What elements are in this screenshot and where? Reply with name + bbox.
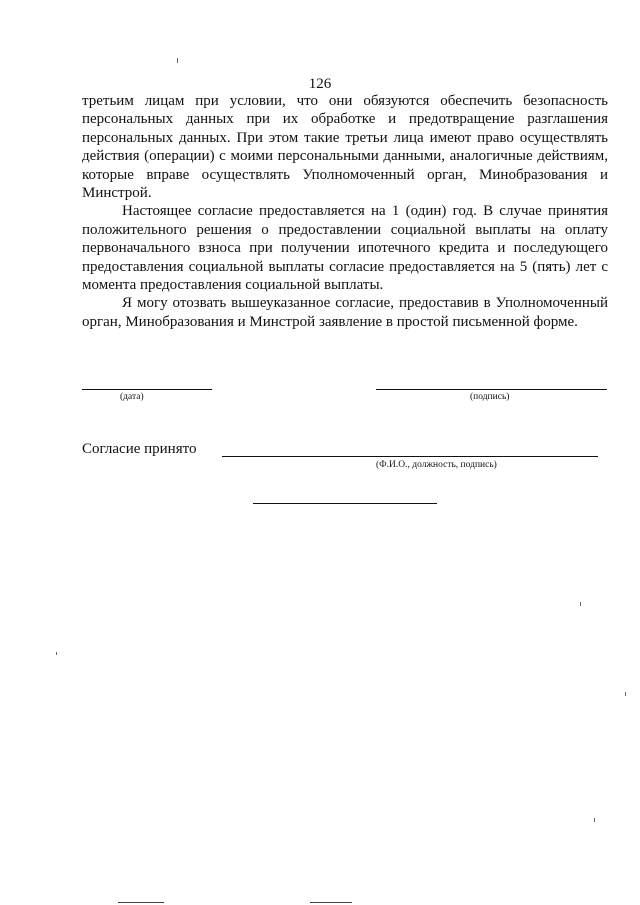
paragraph-consent-term: Настоящее согласие предоставляется на 1 (один) год. В случае принятия положительного решения о предоставлении социальной выплаты на оплату первоначального взноса при получении ипотечного кредита и последующего предоставления социальной выплаты согласие предоставляется на 5 (пять) лет с момента предоставления социальной выплаты.: [82, 203, 608, 294]
signature-caption: (подпись): [470, 392, 510, 402]
scan-edge-mark-right: [310, 902, 352, 903]
scan-speck: [580, 602, 581, 606]
scan-edge-mark-left: [118, 902, 164, 903]
scan-speck: [56, 652, 57, 655]
scan-speck: [177, 58, 178, 63]
fio-signature-line: [222, 456, 598, 457]
scan-speck: [594, 818, 595, 822]
scan-speck: [625, 692, 626, 696]
fio-caption: (Ф.И.О., должность, подпись): [376, 460, 497, 470]
paragraph-revocation: Я могу отозвать вышеуказанное согласие, предоставив в Уполномоченный орган, Минобразования и Минстрой заявление в простой письменной форме.: [82, 295, 608, 330]
closing-separator-line: [253, 503, 437, 504]
page-number: 126: [308, 76, 332, 92]
paragraph-third-parties: третьим лицам при условии, что они обязуются обеспечить безопасность персональных данных при их обработке и предотвращение разглашения персональных данных. При этом такие третьи лица имеют право осуществлять действия (операции) с моими персональными данными, аналогичные действиям, которые вправе осуществлять Уполномоченный орган, Минобразования и Минстрой.: [82, 93, 608, 202]
consent-accepted-label: Согласие принято: [82, 441, 197, 457]
date-signature-line: [82, 389, 212, 390]
date-caption: (дата): [120, 392, 144, 402]
signature-line: [376, 389, 607, 390]
consent-body-text: [82, 92, 608, 331]
